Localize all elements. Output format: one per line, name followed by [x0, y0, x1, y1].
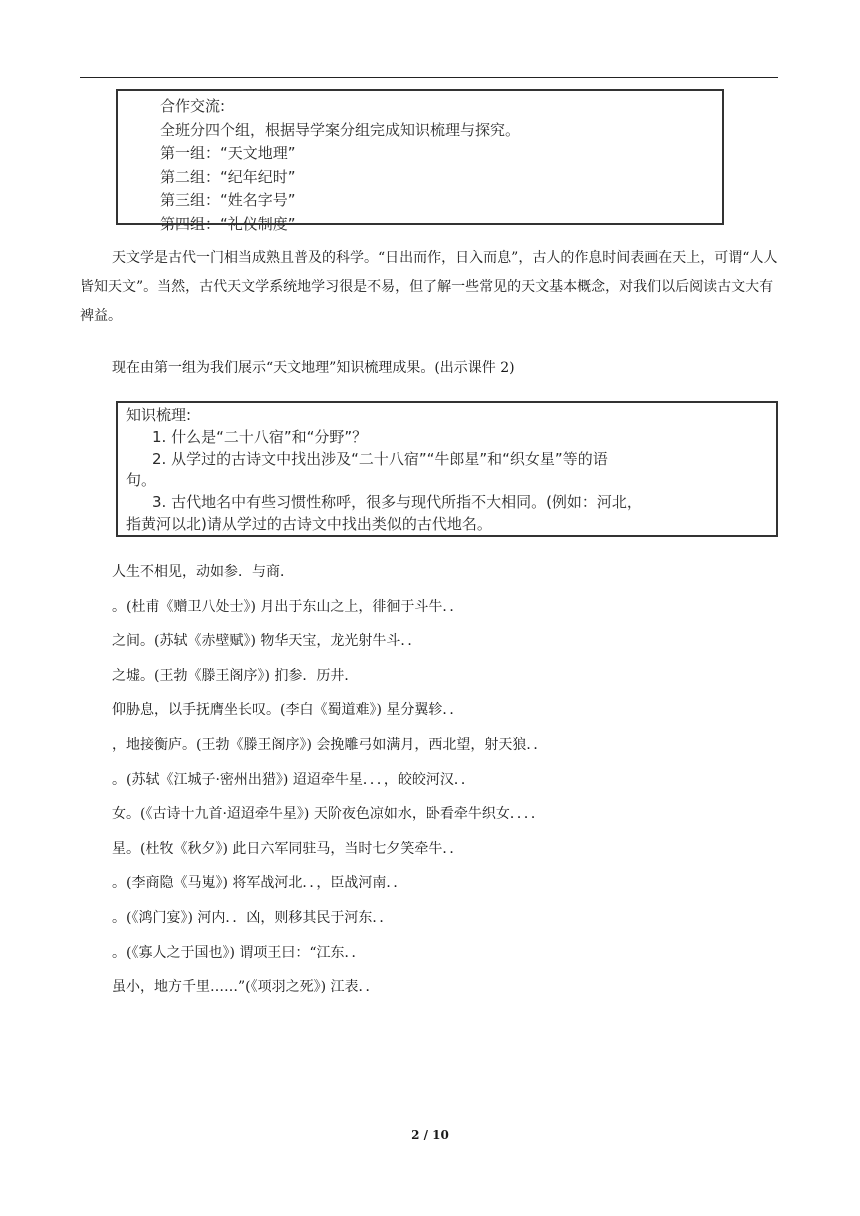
- box-line: 第二组：“纪年纪时”: [160, 167, 296, 186]
- quote-line: 之间。(苏轼《赤壁赋》) 物华天宝，龙光射牛斗．．: [112, 633, 422, 650]
- quote-line: 。(李商隐《马嵬》) 将军战河北．．，臣战河南．．: [112, 875, 408, 892]
- quote-line: 之墟。(王勃《滕王阁序》) 扪参．历井．: [112, 667, 359, 684]
- quote-line: 虽小，地方千里……”(《项羽之死》) 江表．．: [112, 979, 380, 996]
- quote-line: 。(苏轼《江城子·密州出猎》) 迢迢牵牛星．．．，皎皎河汉．．: [112, 771, 475, 788]
- knowledge-item-cont: 句。: [126, 471, 157, 490]
- quote-line: ，地接衡庐。(王勃《滕王阁序》) 会挽雕弓如满月，西北望，射天狼．．: [112, 736, 548, 753]
- quote-line: 人生不相见，动如参．与商．: [112, 564, 294, 580]
- quote-line: 女。(《古诗十九首·迢迢牵牛星》) 天阶夜色凉如水，卧看牵牛织女．．．．: [112, 806, 545, 823]
- quote-line: 。(《鸿门宴》) 河内．．凶，则移其民于河东．．: [112, 909, 394, 926]
- box-line: 全班分四个组，根据导学案分组完成知识梳理与探究。: [160, 120, 521, 139]
- group-one-paragraph: 现在由第一组为我们展示“天文地理”知识梳理成果。(出示课件 2): [112, 360, 515, 376]
- quote-line: 。(杜甫《赠卫八处士》) 月出于东山之上，徘徊于斗牛．．: [112, 598, 464, 615]
- knowledge-item: 2. 从学过的古诗文中找出涉及“二十八宿”“牛郎星”和“织女星”等的语: [152, 449, 608, 468]
- knowledge-item: 1. 什么是“二十八宿”和“分野”？: [152, 427, 368, 446]
- quote-line: 星。(杜牧《秋夕》) 此日六军同驻马，当时七夕笑牵牛．．: [112, 840, 464, 857]
- intro-paragraph: 天文学是古代一门相当成熟且普及的科学。“日出而作，日入而息”，古人的作息时间表画在天上，可谓“人人皆知天文”。当然，古代天文学系统地学习很是不易，但了解一些常见的天文基本概念，对我们以后阅读古文大有裨益。: [80, 250, 778, 324]
- box-line: 合作交流:: [160, 97, 226, 115]
- knowledge-item: 3. 古代地名中有些习惯性称呼，很多与现代所指不大相同。(例如：河北，: [152, 493, 642, 512]
- header-rule: [80, 77, 778, 78]
- box-line: 第四组：“礼仪制度”: [160, 214, 296, 233]
- quote-line: 仰胁息，以手抚膺坐长叹。(李白《蜀道难》) 星分翼轸．．: [112, 702, 464, 719]
- quote-lines: [112, 562, 792, 1012]
- knowledge-title: 知识梳理:: [126, 406, 192, 424]
- quote-line: 。(《寡人之于国也》) 谓项王曰：“江东．．: [112, 944, 366, 961]
- cooperation-box: [116, 89, 724, 233]
- knowledge-box: [116, 401, 778, 537]
- box-line: 第一组：“天文地理”: [160, 144, 296, 162]
- box-line: 第三组：“姓名字号”: [160, 191, 296, 209]
- page-number: 2 / 10: [411, 1128, 449, 1142]
- knowledge-item-cont: 指黄河以北)请从学过的古诗文中找出类似的古代地名。: [126, 514, 492, 533]
